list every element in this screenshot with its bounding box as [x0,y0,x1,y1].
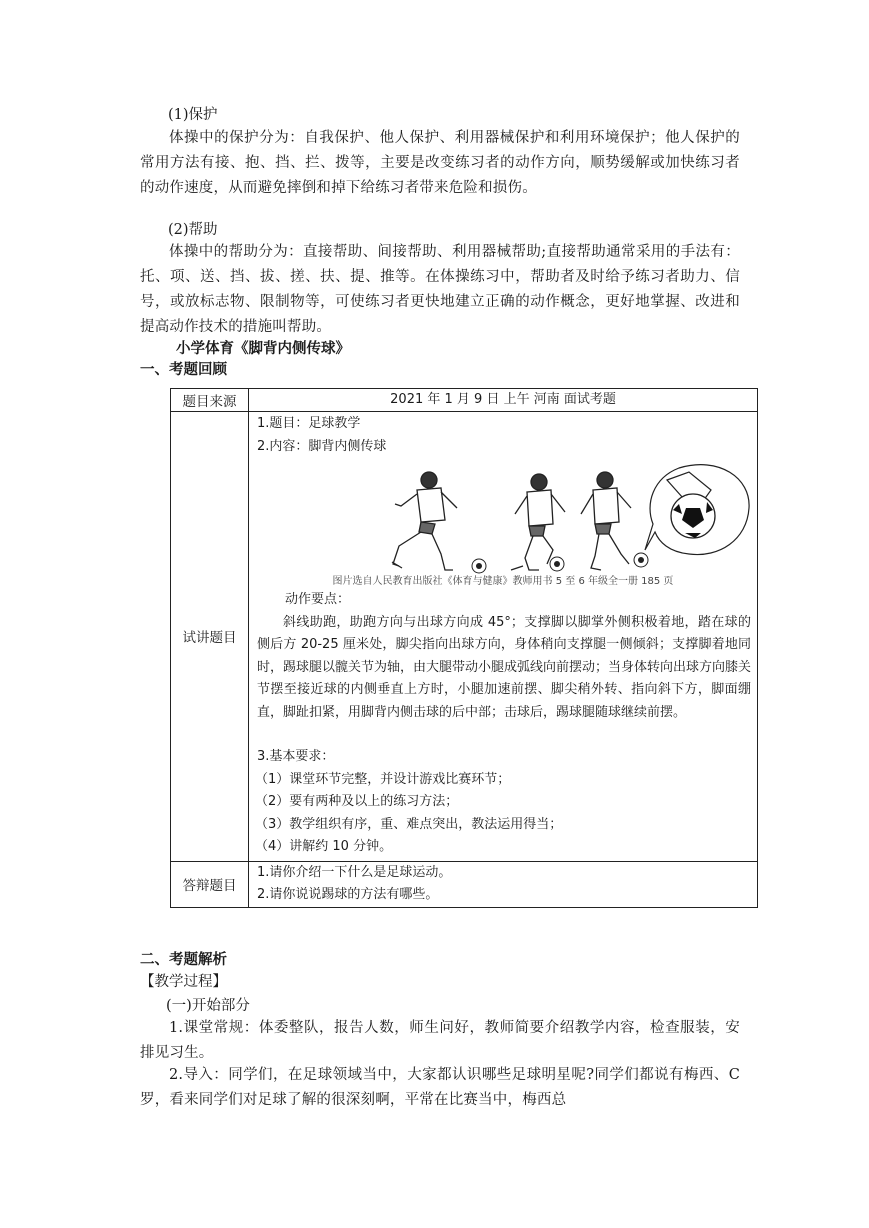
key-points-title: 动作要点： [285,592,351,607]
exam-table [170,388,758,908]
help-heading: (2)帮助 [168,222,218,238]
source-label: 题目来源 [171,389,249,412]
trial-label: 试讲题目 [171,412,249,862]
requirement-item: （1）课堂环节完整，并设计游戏比赛环节； [255,771,511,787]
process-title: 【教学过程】 [140,974,227,990]
protection-paragraph: 体操中的保护分为：自我保护、他人保护、利用器械保护和利用环境保护；他人保护的常用方法有接、抱、挡、拦、拨等，主要是改变练习者的动作方向，顺势缓解或加快练习者的动作速度，从而避免摔倒和掉下给练习者带来危险和损伤。 [140,130,740,196]
table-row [171,412,758,862]
qa-label: 答辩题目 [171,861,249,907]
illustration [249,458,757,575]
qa-item: 2.请你说说踢球的方法有哪些。 [257,887,439,902]
ball-3 [634,553,648,567]
player-figure-2 [511,474,565,570]
zoom-bubble [645,465,749,555]
spacer [249,724,757,746]
content-line: 2.内容：脚背内侧传球 [257,438,387,454]
section2-title: 二、考题解析 [140,952,227,968]
protection-heading: (1)保护 [168,107,218,123]
lesson-title: 小学体育《脚背内侧传球》 [176,341,350,357]
player-figure-3 [581,472,631,570]
requirement-item: （3）教学组织有序，重、难点突出，教法运用得当； [255,816,563,832]
step1-paragraph: 1.课堂常规：体委整队，报告人数，师生问好，教师简要介绍教学内容，检查服装，安排见习生。 [140,1020,740,1061]
source-value: 2021 年 1 月 9 日 上午 河南 面试考题 [249,389,758,412]
trial-content [249,412,758,862]
player-figure-1 [392,472,457,570]
qa-item: 1.请你介绍一下什么是足球运动。 [257,864,452,880]
requirement-item: （4）讲解约 10 分钟。 [255,839,393,854]
section1-title: 一、考题回顾 [140,362,227,378]
requirement-item: （2）要有两种及以上的练习方法； [255,794,459,809]
help-paragraph: 体操中的帮助分为：直接帮助、间接帮助、利用器械帮助;直接帮助通常采用的手法有：托、项、送、挡、拔、搓、扶、提、推等。在体操练习中，帮助者及时给予练习者助力、信号，或放标志物、限制物等，可使练习者更快地建立正确的动作概念，更好地掌握、改进和提高动作技术的措施叫帮助。 [140,244,740,335]
part1-title: (一)开始部分 [166,998,250,1014]
table-row [171,861,758,907]
step2-paragraph: 2.导入：同学们，在足球领域当中，大家都认识哪些足球明星呢?同学们都说有梅西、C 罗，看来同学们对足球了解的很深刻啊，平常在比赛当中，梅西总 [140,1067,740,1108]
table-row [171,389,758,412]
image-caption: 图片选自人民教育出版社《体育与健康》教师用书 5 至 6 年级全一册 185 页 [332,576,674,587]
football-illustration [249,458,759,575]
ball-2 [550,557,564,571]
topic-line: 1.题目：足球教学 [257,416,361,431]
key-points-text: 斜线助跑，助跑方向与出球方向成 45°；支撑脚以脚掌外侧积极着地，踏在球的侧后方 20-25 厘米处，脚尖指向出球方向，身体稍向支撑腿一侧倾斜；支撑脚着地同时，踢球腿以髋关节为轴，由大腿带动小腿成弧线向前摆动；当身体转向出球方向膝关节摆至接近球的内侧垂直上方时，小腿加速前摆、脚尖稍外转、指向斜下方，脚面绷直，脚趾扣紧，用脚背内侧击球的后中部；击球后，踢球腿随球继续前摆。 [257,614,752,720]
qa-content [249,861,758,907]
ball-1 [472,559,486,573]
requirements-title: 3.基本要求： [257,749,335,764]
